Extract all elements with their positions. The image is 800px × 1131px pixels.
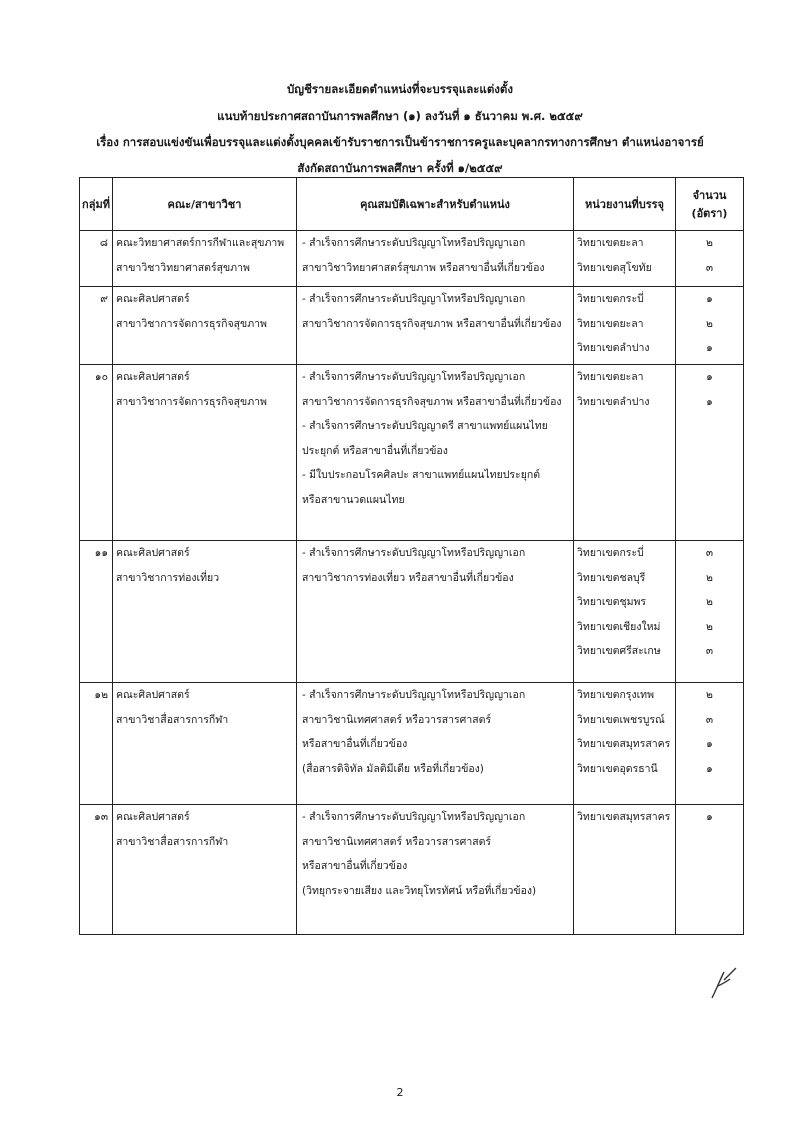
faculty-cell-line: สาขาวิชาสื่อสารการกีฬา <box>116 835 229 848</box>
qualification-cell-line: - สำเร็จการศึกษาระดับปริญญาโทหรือปริญญาเอก <box>302 237 526 249</box>
qualification-cell <box>297 541 574 683</box>
faculty-cell-line: คณะวิทยาศาสตร์การกีฬาและสุขภาพ <box>116 237 285 249</box>
count-cell-line: ๑ <box>706 293 713 305</box>
qualification-cell-line: สาขาวิชาการจัดการธุรกิจสุขภาพ หรือสาขาอื่นที่เกี่ยวข้อง <box>302 395 562 408</box>
unit-cell-line: วิทยาเขตเชียงใหม่ <box>577 620 661 633</box>
group-number-cell-line: ๑๐ <box>94 371 108 383</box>
faculty-cell <box>113 287 297 365</box>
unit-cell-line: วิทยาเขตอุดรธานี <box>577 762 658 775</box>
unit-cell <box>574 683 676 805</box>
count-cell-line: ๑ <box>706 395 713 408</box>
unit-cell-line: วิทยาเขตศรีสะเกษ <box>577 645 661 657</box>
doc-title-line-1: บัญชีรายละเอียดตำแหน่งที่จะบรรจุและแต่งตั้ง <box>286 82 514 96</box>
faculty-cell <box>113 231 297 287</box>
count-cell-line: ๑ <box>706 762 713 775</box>
unit-cell-line: วิทยาเขตกรุงเทพ <box>577 689 655 701</box>
faculty-cell <box>113 365 297 541</box>
count-cell <box>676 231 744 287</box>
count-cell-line: ๑ <box>706 342 713 354</box>
qualification-cell-line: หรือสาขานวดแผนไทย <box>302 493 405 506</box>
count-cell <box>676 287 744 365</box>
group-number-cell-line: ๑๒ <box>94 689 108 701</box>
count-cell-line: ๑ <box>706 371 713 383</box>
group-number-cell <box>80 541 113 683</box>
faculty-cell-line: สาขาวิชาการจัดการธุรกิจสุขภาพ <box>116 395 267 408</box>
table-row <box>80 541 744 683</box>
qualification-cell <box>297 805 574 935</box>
count-cell-line: ๒ <box>706 237 713 249</box>
qualification-cell-line: หรือสาขาอื่นที่เกี่ยวข้อง <box>302 738 408 750</box>
count-cell-line: ๓ <box>705 713 714 726</box>
group-number-cell-line: ๑๑ <box>94 547 108 559</box>
count-cell-line: ๑ <box>706 811 713 823</box>
count-cell-line: ๓ <box>705 645 714 657</box>
group-number-cell <box>80 231 113 287</box>
qualification-cell-line: สาขาวิชาการจัดการธุรกิจสุขภาพ หรือสาขาอื่นที่เกี่ยวข้อง <box>302 317 562 330</box>
table-row <box>80 683 744 805</box>
group-number-cell <box>80 365 113 541</box>
unit-cell-line: วิทยาเขตชุมพร <box>577 596 647 608</box>
faculty-cell <box>113 805 297 935</box>
col-header-count <box>676 178 744 231</box>
qualification-cell-line: ประยุกต์ หรือสาขาอื่นที่เกี่ยวข้อง <box>302 444 448 457</box>
group-number-cell-line: ๘ <box>99 237 108 249</box>
col-header-count-line2: (อัตรา) <box>691 207 728 220</box>
unit-cell-line: วิทยาเขตสมุทรสาคร <box>577 738 671 750</box>
qualification-cell-line: - สำเร็จการศึกษาระดับปริญญาโทหรือปริญญาเอก <box>302 293 526 305</box>
doc-title-line-3: เรื่อง การสอบแข่งขันเพื่อบรรจุและแต่งตั้งบุคคลเข้ารับราชการเป็นข้าราชการครูและบุคลากรทางการศึกษา ตำแหน่งอาจารย์ <box>96 135 704 149</box>
count-cell-line: ๒ <box>706 596 713 608</box>
doc-title-line-2: แนบท้ายประกาศสถาบันการพลศึกษา (๑) ลงวันที่ ๑ ธันวาคม พ.ศ. ๒๕๕๙ <box>217 109 583 123</box>
col-header-faculty: คณะ/สาขาวิชา <box>113 178 297 231</box>
qualification-cell <box>297 287 574 365</box>
qualification-cell <box>297 365 574 541</box>
qualification-cell <box>297 231 574 287</box>
col-header-group: กลุ่มที่ <box>80 178 113 231</box>
faculty-cell-line: สาขาวิชาสื่อสารการกีฬา <box>116 713 229 726</box>
group-number-cell <box>80 805 113 935</box>
qualification-cell-line: (สื่อสารดิจิทัล มัลติมีเดีย หรือที่เกี่ยวข้อง) <box>302 762 484 775</box>
count-cell-line: ๒ <box>706 620 713 633</box>
group-number-cell <box>80 683 113 805</box>
unit-cell-line: วิทยาเขตลำปาง <box>577 342 650 354</box>
qualification-cell <box>297 683 574 805</box>
group-number-cell-line: ๙ <box>100 293 108 305</box>
table-row <box>80 805 744 935</box>
table-row <box>80 365 744 541</box>
col-header-qualification: คุณสมบัติเฉพาะสำหรับตำแหน่ง <box>297 178 574 231</box>
qualification-cell-line: สาขาวิชานิเทศศาสตร์ หรือวารสารศาสตร์ <box>302 713 492 726</box>
qualification-cell-line: - มีใบประกอบโรคศิลปะ สาขาแพทย์แผนไทยประยุกต์ <box>302 469 541 481</box>
unit-cell-line: วิทยาเขตลำปาง <box>577 395 650 408</box>
unit-cell-line: วิทยาเขตสุโขทัย <box>577 261 652 274</box>
page-number: 2 <box>396 1086 404 1099</box>
table-header-row <box>80 178 744 231</box>
faculty-cell-line: สาขาวิชาการท่องเที่ยว <box>116 571 220 584</box>
col-header-count-line1: จำนวน <box>692 189 727 202</box>
faculty-cell-line: สาขาวิชาวิทยาศาสตร์สุขภาพ <box>116 261 250 274</box>
faculty-cell-line: คณะศิลปศาสตร์ <box>116 547 190 559</box>
unit-cell-line: วิทยาเขตกระบี่ <box>577 293 644 305</box>
faculty-cell-line: คณะศิลปศาสตร์ <box>116 811 190 823</box>
faculty-cell-line: คณะศิลปศาสตร์ <box>116 293 190 305</box>
count-cell-line: ๒ <box>706 571 713 584</box>
qualification-cell-line: - สำเร็จการศึกษาระดับปริญญาตรี สาขาแพทย์แผนไทย <box>302 420 548 432</box>
qualification-cell-line: - สำเร็จการศึกษาระดับปริญญาโทหรือปริญญาเอก <box>302 547 526 559</box>
count-cell <box>676 805 744 935</box>
unit-cell <box>574 231 676 287</box>
qualification-cell-line: - สำเร็จการศึกษาระดับปริญญาโทหรือปริญญาเอก <box>302 811 526 823</box>
qualification-cell-line: - สำเร็จการศึกษาระดับปริญญาโทหรือปริญญาเอก <box>302 371 526 383</box>
group-number-cell <box>80 287 113 365</box>
unit-cell-line: วิทยาเขตยะลา <box>577 237 644 249</box>
unit-cell-line: วิทยาเขตยะลา <box>577 371 644 383</box>
unit-cell <box>574 287 676 365</box>
count-cell-line: ๒ <box>706 689 713 701</box>
faculty-cell-line: คณะศิลปศาสตร์ <box>116 371 190 383</box>
unit-cell-line: วิทยาเขตเพชรบูรณ์ <box>577 713 665 726</box>
unit-cell <box>574 365 676 541</box>
qualification-cell-line: สาขาวิชานิเทศศาสตร์ หรือวารสารศาสตร์ <box>302 835 492 848</box>
count-cell <box>676 365 744 541</box>
qualification-cell-line: (วิทยุกระจายเสียง และวิทยุโทรทัศน์ หรือที่เกี่ยวข้อง) <box>302 884 537 897</box>
count-cell <box>676 541 744 683</box>
faculty-cell-line: คณะศิลปศาสตร์ <box>116 689 190 701</box>
unit-cell-line: วิทยาเขตสมุทรสาคร <box>577 811 671 823</box>
doc-title-line-4: สังกัดสถาบันการพลศึกษา ครั้งที่ ๑/๒๕๕๙ <box>297 161 503 175</box>
unit-cell-line: วิทยาเขตชลบุรี <box>577 571 646 584</box>
qualification-cell-line: สาขาวิชาวิทยาศาสตร์สุขภาพ หรือสาขาอื่นที่เกี่ยวข้อง <box>302 261 545 274</box>
signature-mark <box>706 962 740 1002</box>
count-cell-line: ๑ <box>706 738 713 750</box>
count-cell-line: ๓ <box>705 261 714 274</box>
count-cell-line: ๒ <box>706 317 713 330</box>
unit-cell-line: วิทยาเขตกระบี่ <box>577 547 644 559</box>
positions-table <box>79 177 744 935</box>
unit-cell <box>574 805 676 935</box>
faculty-cell-line: สาขาวิชาการจัดการธุรกิจสุขภาพ <box>116 317 267 330</box>
count-cell-line: ๓ <box>705 547 714 559</box>
count-cell <box>676 683 744 805</box>
faculty-cell <box>113 541 297 683</box>
group-number-cell-line: ๑๓ <box>94 811 108 823</box>
unit-cell-line: วิทยาเขตยะลา <box>577 317 644 330</box>
unit-cell <box>574 541 676 683</box>
table-row <box>80 231 744 287</box>
qualification-cell-line: สาขาวิชาการท่องเที่ยว หรือสาขาอื่นที่เกี่ยวข้อง <box>302 571 514 584</box>
table-row <box>80 287 744 365</box>
faculty-cell <box>113 683 297 805</box>
qualification-cell-line: - สำเร็จการศึกษาระดับปริญญาโทหรือปริญญาเอก <box>302 689 526 701</box>
qualification-cell-line: หรือสาขาอื่นที่เกี่ยวข้อง <box>302 860 408 872</box>
col-header-unit: หน่วยงานที่บรรจุ <box>574 178 676 231</box>
